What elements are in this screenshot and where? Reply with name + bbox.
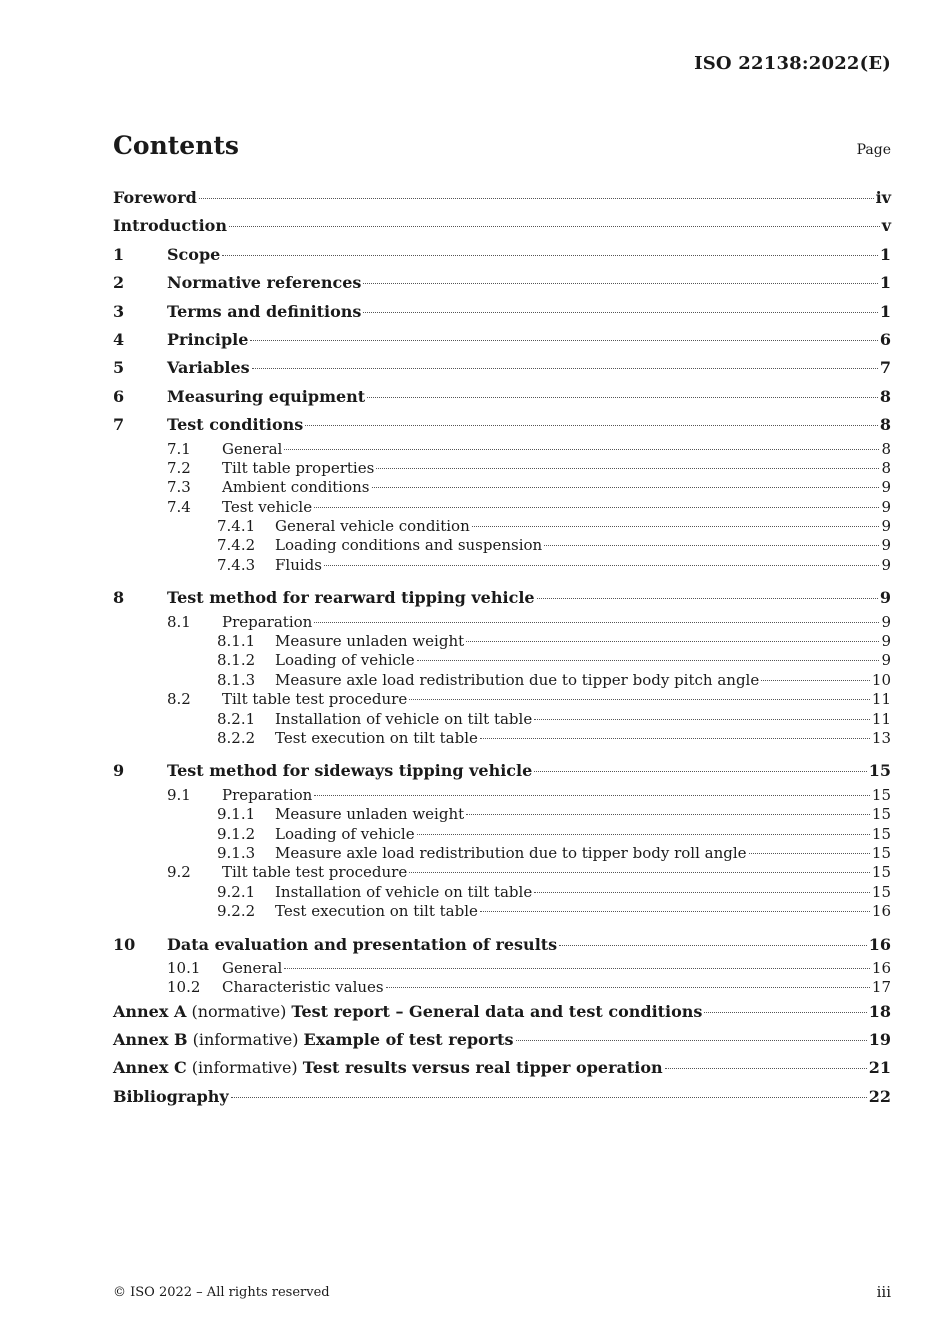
toc-entry[interactable] [113,844,891,863]
dot-leader [472,526,880,527]
toc-entry-number: 10 [113,934,136,954]
dot-leader [284,449,879,450]
toc-entry-title: Preparation [222,785,313,804]
toc-entry-page: 8 [881,458,891,477]
toc-entry[interactable] [113,498,891,517]
toc-entry-number: 7.4.3 [217,555,256,574]
dot-leader [665,1068,867,1069]
toc-entry[interactable] [113,584,891,612]
toc-entry-number: 7.1 [167,439,191,458]
dot-leader [376,468,879,469]
dot-leader [409,699,870,700]
toc-entry-page: 9 [881,632,891,651]
toc-entry-number: 10.1 [167,958,201,977]
toc-entry[interactable] [113,863,891,882]
toc-entry-page: 9 [881,517,891,536]
dot-leader [516,1040,867,1041]
toc-entry-page: 15 [871,824,891,843]
toc-entry-number: 10.2 [167,978,201,997]
dot-leader [314,622,879,623]
dot-leader [409,872,870,873]
annex-title: Test report – General data and test conditions [291,1001,703,1021]
toc-entry-number: 8 [113,588,125,608]
annex-qualifier: (informative) [187,1030,304,1050]
toc-entry-page: 18 [868,1001,891,1021]
toc-entry[interactable] [113,902,891,921]
toc-entry-number: 8.2.1 [217,709,256,728]
toc-entry-title: Introduction [113,216,227,236]
toc-entry[interactable] [113,354,891,382]
annex-label: Annex A [113,1001,187,1021]
toc-entry-title: Measure unladen weight [275,805,465,824]
copyright-notice: © ISO 2022 – All rights reserved [113,1285,330,1300]
toc-entry-title: Scope [167,244,221,264]
dot-leader [537,598,878,599]
toc-entry[interactable] [113,805,891,824]
toc-entry-title: General [222,439,283,458]
dot-leader [704,1012,866,1013]
toc-entry-number: 9 [113,761,125,781]
toc-entry[interactable] [113,411,891,439]
toc-entry[interactable] [113,786,891,805]
toc-entry-number: 9.1 [167,785,191,804]
toc-entry-number: 9.2.2 [217,902,256,921]
toc-entry-title: Test method for sideways tipping vehicle [167,761,533,781]
toc-entry-page: 6 [879,329,891,349]
toc-entry[interactable] [113,298,891,326]
toc-entry-page: 15 [871,805,891,824]
toc-entry-page: 15 [871,785,891,804]
dot-leader [363,283,877,284]
toc-entry[interactable] [113,825,891,844]
toc-entry-number: 1 [113,244,125,264]
toc-entry-page: 7 [879,358,891,378]
table-of-contents [113,184,891,1111]
toc-entry[interactable] [113,556,891,575]
toc-entry-title: Characteristic values [222,978,384,997]
dot-leader [314,795,870,796]
toc-entry-title [113,1026,514,1054]
toc-entry-number: 8.2.2 [217,728,256,747]
toc-entry-number: 9.2 [167,863,191,882]
toc-entry-title [113,1054,663,1082]
toc-entry-page: 15 [871,863,891,882]
dot-leader [544,545,879,546]
toc-entry[interactable] [113,883,891,902]
dot-leader [534,771,866,772]
toc-entry-page: 9 [881,536,891,555]
toc-entry-number: 6 [113,386,125,406]
dot-leader [314,507,879,508]
toc-entry[interactable] [113,241,891,269]
toc-entry-number: 9.2.1 [217,882,256,901]
toc-entry-page: 15 [871,843,891,862]
dot-leader [480,911,870,912]
dot-leader [480,738,870,739]
annex-qualifier: (normative) [186,1001,292,1021]
dot-leader [386,987,870,988]
toc-entry-title: Bibliography [113,1086,229,1106]
page-title: Contents [113,131,240,160]
toc-entry-title: Test method for rearward tipping vehicle [167,588,535,608]
toc-entry[interactable] [113,459,891,478]
toc-entry-title: Test execution on tilt table [275,728,478,747]
toc-entry-title: Variables [167,358,250,378]
toc-entry[interactable] [113,1083,891,1111]
toc-entry[interactable] [113,651,891,670]
toc-entry-page: 15 [868,761,891,781]
toc-entry-page: 10 [871,670,891,689]
toc-entry-title: Fluids [275,555,322,574]
toc-entry-number: 8.1.2 [217,651,256,670]
toc-entry[interactable] [113,959,891,978]
toc-entry-title: Terms and definitions [167,301,362,321]
toc-entry-title: Measure axle load redistribution due to tipper body pitch angle [275,670,760,689]
toc-entry[interactable] [113,478,891,497]
toc-entry-page: v [881,216,891,236]
toc-entry-page: 19 [868,1030,891,1050]
dot-leader [305,425,878,426]
dot-leader [231,1097,867,1098]
toc-entry[interactable] [113,757,891,785]
toc-entry-title: General [222,958,283,977]
toc-entry[interactable] [113,1026,891,1054]
annex-label: Annex B [113,1030,188,1050]
dot-leader [761,680,870,681]
dot-leader [367,397,878,398]
toc-entry[interactable] [113,269,891,297]
toc-entry-number: 7.3 [167,478,191,497]
dot-leader [199,198,874,199]
toc-entry-title: Installation of vehicle on tilt table [275,709,533,728]
toc-entry-number: 7 [113,415,125,435]
toc-entry-page: 9 [881,651,891,670]
toc-entry-title: Preparation [222,612,313,631]
annex-qualifier: (informative) [186,1058,303,1078]
toc-entry-number: 2 [113,273,125,293]
toc-entry-title: Test execution on tilt table [275,902,478,921]
toc-entry-title: Measure axle load redistribution due to tipper body roll angle [275,843,747,862]
toc-entry[interactable] [113,998,891,1026]
toc-entry-page: iv [875,188,891,207]
toc-entry-page: 21 [868,1058,891,1078]
toc-entry-title: Measure unladen weight [275,632,465,651]
toc-entry[interactable] [113,978,891,997]
toc-entry-page: 17 [871,978,891,997]
toc-entry-number: 7.4.2 [217,536,256,555]
toc-entry-number: 4 [113,329,125,349]
toc-entry-title: Normative references [167,273,362,293]
toc-entry-number: 8.1.1 [217,632,256,651]
toc-entry-title: Ambient conditions [222,478,370,497]
toc-entry-title: Foreword [113,188,197,207]
toc-entry-page: 13 [871,728,891,747]
toc-entry-title: Test vehicle [222,497,313,516]
toc-entry[interactable] [113,931,891,959]
dot-leader [417,834,870,835]
dot-leader [534,719,870,720]
toc-entry-title: Loading of vehicle [275,824,415,843]
toc-entry[interactable] [113,383,891,411]
toc-entry-title: Loading of vehicle [275,651,415,670]
dot-leader [252,368,878,369]
toc-entry-number: 8.1 [167,612,191,631]
toc-entry-number: 7.4.1 [217,517,256,536]
toc-entry-page: 8 [879,415,891,435]
toc-entry-title: Tilt table test procedure [222,863,408,882]
toc-entry-title: Tilt table test procedure [222,690,408,709]
toc-entry[interactable] [113,632,891,651]
toc-entry-page: 15 [871,882,891,901]
toc-entry-number: 8.1.3 [217,670,256,689]
toc-entry-number: 7.2 [167,458,191,477]
toc-entry-page: 9 [881,555,891,574]
toc-entry[interactable] [113,671,891,690]
toc-entry[interactable] [113,729,891,748]
dot-leader [749,853,870,854]
dot-leader [250,340,877,341]
toc-entry-title: Installation of vehicle on tilt table [275,882,533,901]
dot-leader [222,255,878,256]
toc-entry-number: 8.2 [167,690,191,709]
toc-entry-page: 9 [881,612,891,631]
toc-entry-title: Tilt table properties [222,458,375,477]
toc-entry-title: Data evaluation and presentation of results [167,934,558,954]
toc-entry-title: Loading conditions and suspension [275,536,543,555]
toc-entry-number: 7.4 [167,497,191,516]
toc-entry-title [113,998,702,1026]
toc-entry-page: 9 [881,478,891,497]
toc-entry-page: 1 [879,244,891,264]
toc-entry-number: 9.1.1 [217,805,256,824]
toc-entry-page: 9 [879,588,891,608]
toc-entry-page: 16 [871,958,891,977]
dot-leader [534,892,870,893]
toc-entry-page: 1 [879,273,891,293]
dot-leader [363,312,877,313]
document-id: ISO 22138:2022(E) [694,53,891,74]
toc-entry-number: 9.1.3 [217,843,256,862]
toc-entry-page: 8 [881,439,891,458]
toc-entry-page: 11 [871,690,891,709]
page-column-label: Page [856,142,891,158]
dot-leader [466,814,870,815]
toc-entry[interactable] [113,440,891,459]
toc-entry[interactable] [113,326,891,354]
toc-entry-page: 16 [868,934,891,954]
annex-label: Annex C [113,1058,187,1078]
toc-entry[interactable] [113,613,891,632]
toc-entry-page: 9 [881,497,891,516]
annex-title: Test results versus real tipper operation [302,1058,663,1078]
dot-leader [284,968,870,969]
toc-entry-number: 9.1.2 [217,824,256,843]
dot-leader [324,565,879,566]
toc-entry-title: Principle [167,329,249,349]
toc-entry-page: 1 [879,301,891,321]
toc-entry-title: General vehicle condition [275,517,470,536]
annex-title: Example of test reports [303,1030,514,1050]
toc-entry[interactable] [113,710,891,729]
toc-entry-title: Measuring equipment [167,386,366,406]
dot-leader [372,487,880,488]
toc-entry-number: 5 [113,358,125,378]
toc-entry[interactable] [113,1054,891,1082]
dot-leader [466,641,879,642]
toc-entry[interactable] [113,690,891,709]
toc-entry-page: 8 [879,386,891,406]
dot-leader [417,660,880,661]
toc-entry-number: 3 [113,301,125,321]
toc-entry-page: 22 [868,1086,891,1106]
dot-leader [229,226,880,227]
toc-entry[interactable] [113,212,891,240]
toc-entry[interactable] [113,184,891,212]
toc-entry-title: Test conditions [167,415,304,435]
toc-entry[interactable] [113,517,891,536]
page-number: iii [876,1283,891,1301]
toc-entry-page: 16 [871,902,891,921]
dot-leader [559,945,867,946]
toc-entry-page: 11 [871,709,891,728]
toc-entry[interactable] [113,536,891,555]
